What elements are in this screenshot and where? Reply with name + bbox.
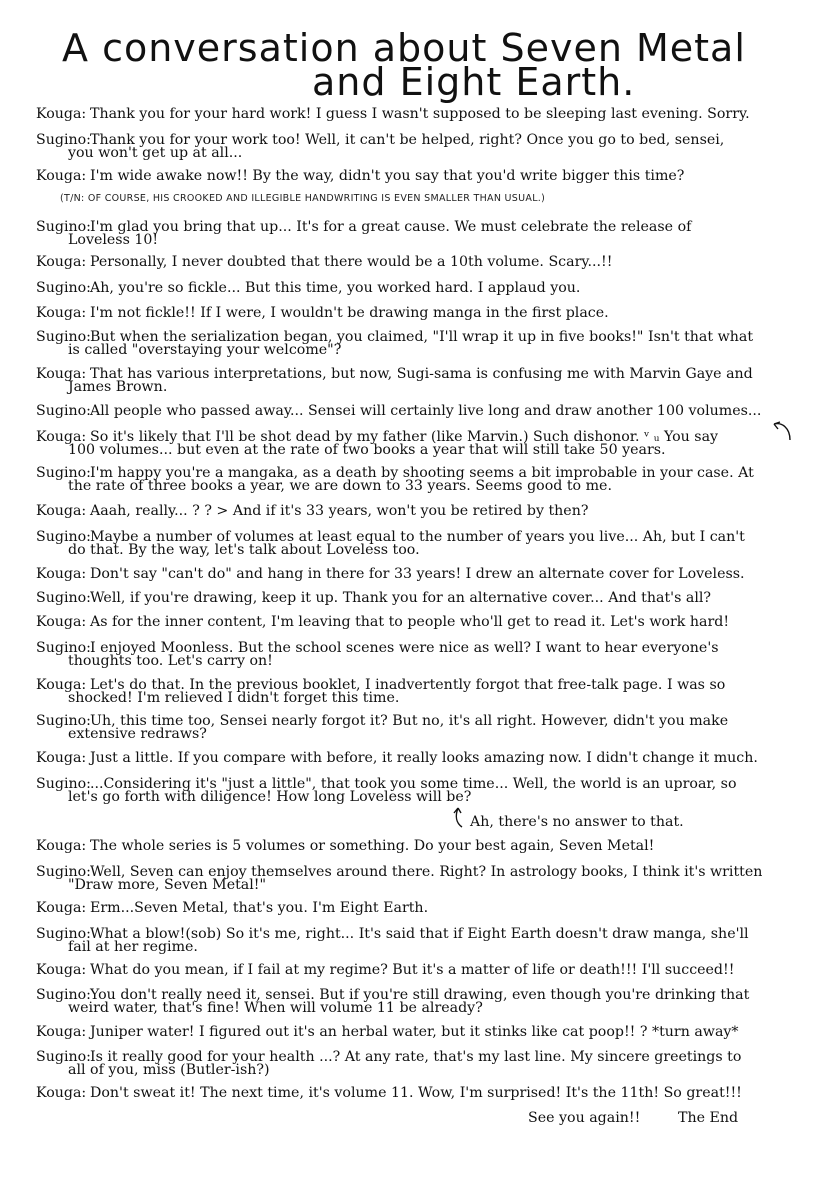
line-text: I'm wide awake now!! By the way, didn't you say that you'd write bigger this time? xyxy=(90,168,685,184)
line-continuation: 100 volumes... but even at the rate of two books a year that will still take 50 years. xyxy=(68,442,666,458)
title-line-2: and Eight Earth. xyxy=(312,60,636,104)
speaker-name: Kouga: xyxy=(36,366,87,382)
line-text: Well, Seven can enjoy themselves around there. Right? In astrology books, I think it's written xyxy=(90,864,763,880)
speaker-name: Kouga: xyxy=(36,503,87,519)
dialogue-line xyxy=(36,989,796,1015)
line-text: Is it really good for your health ...? At any rate, that's my last line. My sincere greetings to xyxy=(90,1049,742,1065)
line-text: Just a little. If you compare with before, it really looks amazing now. I didn't change it much. xyxy=(90,750,758,766)
line-text: Don't sweat it! The next time, it's volume 11. Wow, I'm surprised! It's the 11th! So great!!! xyxy=(90,1085,742,1101)
speaker-name: Sugino: xyxy=(36,280,91,296)
the-end: The End xyxy=(678,1110,739,1126)
line-text: Juniper water! I figured out it's an herbal water, but it stinks like cat poop!! ? *turn away* xyxy=(90,1024,739,1040)
line-text: Uh, this time too, Sensei nearly forgot it? But no, it's all right. However, didn't you make xyxy=(90,713,729,729)
line-text: What a blow!(sob) So it's me, right... It's said that if Eight Earth doesn't draw manga, she'll xyxy=(90,926,749,942)
line-text: Well, if you're drawing, keep it up. Thank you for an alternative cover... And that's all? xyxy=(90,590,711,606)
dialogue-line xyxy=(36,170,796,183)
speaker-name: Sugino: xyxy=(36,132,91,148)
speaker-name: Sugino: xyxy=(36,219,91,235)
speaker-name: Kouga: xyxy=(36,566,87,582)
line-continuation: thoughts too. Let's carry on! xyxy=(68,653,273,669)
line-text: But when the serialization began, you claimed, "I'll wrap it up in five books!" Isn't that what xyxy=(90,329,754,345)
speaker-name: Sugino: xyxy=(36,640,91,656)
speaker-name: Kouga: xyxy=(36,168,87,184)
speaker-name: Sugino: xyxy=(36,926,91,942)
line-continuation: is called "overstaying your welcome"? xyxy=(68,342,342,358)
speaker-name: Kouga: xyxy=(36,1085,87,1101)
line-text: The whole series is 5 volumes or something. Do your best again, Seven Metal! xyxy=(90,838,655,854)
speaker-name: Kouga: xyxy=(36,429,87,445)
speaker-name: Kouga: xyxy=(36,614,87,630)
dialogue-line xyxy=(36,964,796,977)
speaker-name: Sugino: xyxy=(36,329,91,345)
line-continuation: you won't get up at all... xyxy=(68,145,243,161)
line-continuation: shocked! I'm relieved I didn't forget this time. xyxy=(68,690,400,706)
line-continuation: let's go forth with diligence! How long Loveless will be? xyxy=(68,789,472,805)
line-text: As for the inner content, I'm leaving that to people who'll get to read it. Let's work hard! xyxy=(90,614,730,630)
line-text: ...Considering it's "just a little", that took you some time... Well, the world is an uproar, so xyxy=(90,776,737,792)
speaker-name: Sugino: xyxy=(36,1049,91,1065)
dialogue-line xyxy=(36,616,796,629)
dialogue-line xyxy=(36,902,796,915)
line-continuation: "Draw more, Seven Metal!" xyxy=(68,877,267,893)
dialogue-line xyxy=(36,531,796,557)
line-continuation: fail at her regime. xyxy=(68,939,198,955)
speaker-name: Kouga: xyxy=(36,900,87,916)
dialogue-line xyxy=(36,256,796,269)
translator-note: (T/N: OF COURSE, HIS CROOKED AND ILLEGIBLE HANDWRITING IS EVEN SMALLER THAN USUAL.) xyxy=(60,193,546,204)
speaker-name: Sugino: xyxy=(36,713,91,729)
dialogue-line xyxy=(36,778,796,804)
dialogue-line xyxy=(36,505,796,518)
speaker-name: Kouga: xyxy=(36,838,87,854)
dialogue-line xyxy=(36,221,796,247)
speaker-name: Sugino: xyxy=(36,987,91,1003)
line-text: What do you mean, if I fail at my regime? But it's a matter of life or death!!! I'll succeed!! xyxy=(90,962,735,978)
dialogue-line xyxy=(36,715,796,741)
dialogue-line xyxy=(36,331,796,357)
line-text: So it's likely that I'll be shot dead by my father (like Marvin.) Such dishonor. ᵛ ᵤ You say xyxy=(90,429,719,445)
dialogue-line xyxy=(36,568,796,581)
line-continuation: the rate of three books a year, we are down to 33 years. Seems good to me. xyxy=(68,478,612,494)
dialogue-line xyxy=(36,405,796,418)
line-continuation: extensive redraws? xyxy=(68,726,207,742)
speaker-name: Sugino: xyxy=(36,529,91,545)
reply-arrow-icon xyxy=(452,806,466,828)
dialogue-line xyxy=(36,368,796,394)
speaker-name: Kouga: xyxy=(36,677,87,693)
dialogue-line xyxy=(36,467,796,493)
line-text: Thank you for your work too! Well, it can't be helped, right? Once you go to bed, sensei, xyxy=(90,132,725,148)
dialogue-line xyxy=(36,282,796,295)
line-text: Aaah, really... ? ? > And if it's 33 years, won't you be retired by then? xyxy=(90,503,589,519)
dialogue-line xyxy=(36,1026,796,1039)
dialogue-line xyxy=(36,431,796,457)
speaker-name: Kouga: xyxy=(36,750,87,766)
line-text: That has various interpretations, but now, Sugi-sama is confusing me with Marvin Gaye and xyxy=(90,366,753,382)
line-text: I'm happy you're a mangaka, as a death by shooting seems a bit improbable in your case. At xyxy=(90,465,754,481)
line-text: Maybe a number of volumes at least equal to the number of years you live... Ah, but I can't xyxy=(90,529,745,545)
line-text: Personally, I never doubted that there would be a 10th volume. Scary...!! xyxy=(90,254,613,270)
dialogue-line xyxy=(36,866,796,892)
line-text: Let's do that. In the previous booklet, I inadvertently forgot that free-talk page. I was so xyxy=(90,677,726,693)
speaker-name: Sugino: xyxy=(36,465,91,481)
dialogue-line xyxy=(36,679,796,705)
line-text: Thank you for your hard work! I guess I wasn't supposed to be sleeping last evening. Sorry. xyxy=(90,106,750,122)
title-line-1: A conversation about Seven Metal xyxy=(62,26,746,70)
dialogue-line xyxy=(36,108,796,121)
dialogue-line xyxy=(36,752,796,765)
line-text: I'm not fickle!! If I were, I wouldn't be drawing manga in the first place. xyxy=(90,305,609,321)
speaker-name: Sugino: xyxy=(36,864,91,880)
dialogue-line xyxy=(36,840,796,853)
dialogue-line xyxy=(36,592,796,605)
aside-note: Ah, there's no answer to that. xyxy=(470,814,684,830)
dialogue-line xyxy=(36,928,796,954)
curved-arrow-icon xyxy=(772,420,794,442)
line-text: Don't say "can't do" and hang in there for 33 years! I drew an alternate cover for Loveless. xyxy=(90,566,745,582)
speaker-name: Kouga: xyxy=(36,1024,87,1040)
dialogue-line xyxy=(36,1051,796,1077)
dialogue-line xyxy=(36,642,796,668)
line-continuation: James Brown. xyxy=(68,379,168,395)
line-text: I enjoyed Moonless. But the school scenes were nice as well? I want to hear everyone's xyxy=(90,640,719,656)
speaker-name: Sugino: xyxy=(36,590,91,606)
line-text: All people who passed away... Sensei will certainly live long and draw another 100 volumes... xyxy=(90,403,762,419)
speaker-name: Sugino: xyxy=(36,776,91,792)
line-text: I'm glad you bring that up... It's for a great cause. We must celebrate the release of xyxy=(90,219,692,235)
line-text: Ah, you're so fickle... But this time, you worked hard. I applaud you. xyxy=(90,280,581,296)
speaker-name: Kouga: xyxy=(36,305,87,321)
line-text: Erm...Seven Metal, that's you. I'm Eight Earth. xyxy=(90,900,429,916)
see-you-again: See you again!! xyxy=(528,1110,641,1126)
line-continuation: do that. By the way, let's talk about Loveless too. xyxy=(68,542,420,558)
speaker-name: Kouga: xyxy=(36,106,87,122)
line-text: You don't really need it, sensei. But if you're still drawing, even though you're drinking that xyxy=(90,987,750,1003)
line-continuation: weird water, that's fine! When will volume 11 be already? xyxy=(68,1000,483,1016)
line-continuation: Loveless 10! xyxy=(68,232,159,248)
dialogue-line xyxy=(36,134,796,160)
speaker-name: Kouga: xyxy=(36,254,87,270)
dialogue-line xyxy=(36,1087,796,1100)
dialogue-line xyxy=(36,307,796,320)
speaker-name: Kouga: xyxy=(36,962,87,978)
line-continuation: all of you, miss (Butler-ish?) xyxy=(68,1062,270,1078)
speaker-name: Sugino: xyxy=(36,403,91,419)
